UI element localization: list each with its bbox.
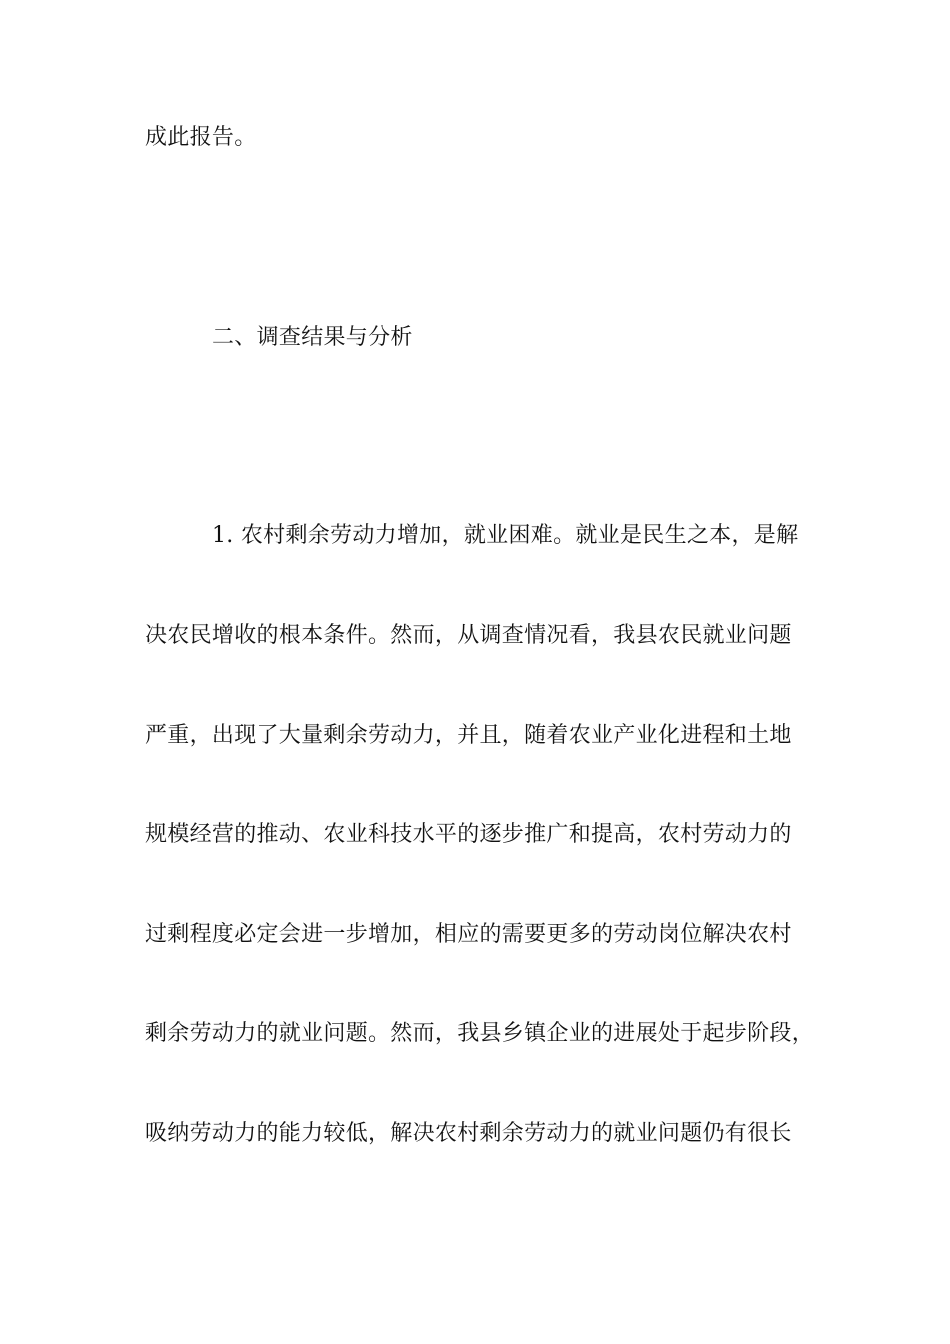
paragraph-line-1: 成此报告。 bbox=[145, 125, 257, 150]
paragraph-line-6: 过剩程度必定会进一步增加，相应的需要更多的劳动岗位解决农村 bbox=[145, 922, 792, 947]
paragraph-line-5: 规模经营的推动、农业科技水平的逐步推广和提高，农村劳动力的 bbox=[145, 822, 792, 847]
paragraph-line-2: 1. 农村剩余劳动力增加，就业困难。就业是民生之本，是解 bbox=[212, 523, 799, 548]
paragraph-line-7: 剩余劳动力的就业问题。然而，我县乡镇企业的进展处于起步阶段， bbox=[145, 1021, 815, 1046]
paragraph-line-3: 决农民增收的根本条件。然而，从调查情况看，我县农民就业问题 bbox=[145, 623, 792, 648]
paragraph-line-4: 严重，出现了大量剩余劳动力，并且，随着农业产业化进程和土地 bbox=[145, 723, 792, 748]
paragraph-line-8: 吸纳劳动力的能力较低，解决农村剩余劳动力的就业问题仍有很长 bbox=[145, 1121, 792, 1146]
section-heading: 二、调查结果与分析 bbox=[212, 325, 413, 350]
